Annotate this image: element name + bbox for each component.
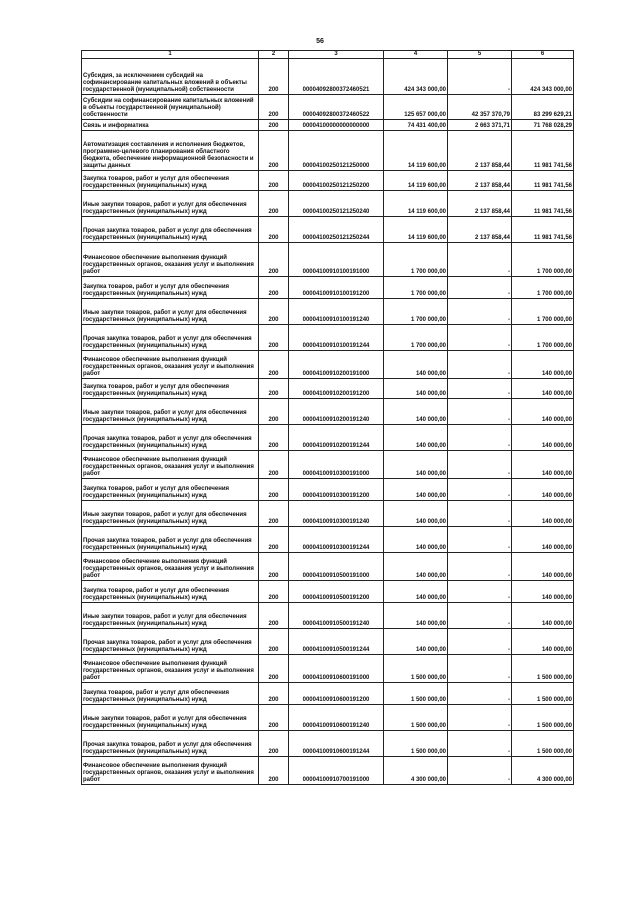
row-code: 200 bbox=[259, 95, 289, 120]
row-approved: 14 119 600,00 bbox=[384, 171, 448, 191]
row-name: Прочая закупка товаров, работ и услуг для обеспечения государственных (муниципальных) нужд bbox=[82, 731, 259, 757]
row-code: 200 bbox=[259, 757, 289, 785]
row-code: 200 bbox=[259, 705, 289, 731]
row-code: 200 bbox=[259, 451, 289, 479]
row-approved: 424 343 000,00 bbox=[384, 59, 448, 95]
row-executed: - bbox=[448, 243, 512, 277]
row-remaining: 140 000,00 bbox=[512, 351, 574, 379]
row-approved: 140 000,00 bbox=[384, 581, 448, 603]
row-name: Закупка товаров, работ и услуг для обеспечения государственных (муниципальных) нужд bbox=[82, 479, 259, 501]
column-header: 4 bbox=[384, 51, 448, 59]
row-kbk: 00004100910600191240 bbox=[289, 705, 384, 731]
row-approved: 14 119 600,00 bbox=[384, 217, 448, 243]
row-kbk: 00004100250121250240 bbox=[289, 191, 384, 217]
row-approved: 140 000,00 bbox=[384, 553, 448, 581]
row-name: Финансовое обеспечение выполнения функций государственных органов, оказания услуг и выполнения работ bbox=[82, 655, 259, 683]
row-name: Иные закупки товаров, работ и услуг для обеспечения государственных (муниципальных) нужд bbox=[82, 705, 259, 731]
column-header: 1 bbox=[82, 51, 259, 59]
row-executed: - bbox=[448, 527, 512, 553]
table-row bbox=[82, 479, 574, 501]
row-kbk: 00004100910500191200 bbox=[289, 581, 384, 603]
table-row bbox=[82, 171, 574, 191]
row-code: 200 bbox=[259, 325, 289, 351]
row-name: Прочая закупка товаров, работ и услуг для обеспечения государственных (муниципальных) нужд bbox=[82, 425, 259, 451]
row-name: Иные закупки товаров, работ и услуг для обеспечения государственных (муниципальных) нужд bbox=[82, 299, 259, 325]
row-executed: - bbox=[448, 325, 512, 351]
row-remaining: 140 000,00 bbox=[512, 479, 574, 501]
row-code: 200 bbox=[259, 731, 289, 757]
row-executed: 2 663 371,71 bbox=[448, 120, 512, 131]
table-row bbox=[82, 95, 574, 120]
row-code: 200 bbox=[259, 379, 289, 399]
row-name: Иные закупки товаров, работ и услуг для обеспечения государственных (муниципальных) нужд bbox=[82, 501, 259, 527]
row-remaining: 1 700 000,00 bbox=[512, 325, 574, 351]
row-name: Закупка товаров, работ и услуг для обеспечения государственных (муниципальных) нужд bbox=[82, 379, 259, 399]
row-kbk: 00004100910100191000 bbox=[289, 243, 384, 277]
table-row bbox=[82, 527, 574, 553]
row-remaining: 1 700 000,00 bbox=[512, 277, 574, 299]
row-executed: - bbox=[448, 629, 512, 655]
row-remaining: 424 343 000,00 bbox=[512, 59, 574, 95]
row-kbk: 00004100910300191200 bbox=[289, 479, 384, 501]
row-kbk: 00004100910600191244 bbox=[289, 731, 384, 757]
row-approved: 140 000,00 bbox=[384, 399, 448, 425]
table-row bbox=[82, 757, 574, 785]
row-code: 200 bbox=[259, 277, 289, 299]
row-executed: - bbox=[448, 603, 512, 629]
row-code: 200 bbox=[259, 655, 289, 683]
row-code: 200 bbox=[259, 299, 289, 325]
table-row bbox=[82, 731, 574, 757]
row-executed: 2 137 858,44 bbox=[448, 217, 512, 243]
row-name: Прочая закупка товаров, работ и услуг для обеспечения государственных (муниципальных) нужд bbox=[82, 217, 259, 243]
row-approved: 140 000,00 bbox=[384, 425, 448, 451]
row-code: 200 bbox=[259, 399, 289, 425]
row-remaining: 11 981 741,56 bbox=[512, 131, 574, 171]
table-row bbox=[82, 501, 574, 527]
row-remaining: 1 500 000,00 bbox=[512, 683, 574, 705]
row-code: 200 bbox=[259, 171, 289, 191]
row-code: 200 bbox=[259, 131, 289, 171]
column-header: 2 bbox=[259, 51, 289, 59]
column-header: 5 bbox=[448, 51, 512, 59]
row-executed: - bbox=[448, 451, 512, 479]
row-code: 200 bbox=[259, 553, 289, 581]
row-remaining: 140 000,00 bbox=[512, 425, 574, 451]
table-header-row bbox=[82, 51, 574, 59]
table-row bbox=[82, 277, 574, 299]
row-approved: 140 000,00 bbox=[384, 451, 448, 479]
row-code: 200 bbox=[259, 120, 289, 131]
row-code: 200 bbox=[259, 501, 289, 527]
row-executed: - bbox=[448, 425, 512, 451]
table-row bbox=[82, 683, 574, 705]
row-kbk: 00004100910100191200 bbox=[289, 277, 384, 299]
table-row bbox=[82, 451, 574, 479]
row-executed: - bbox=[448, 277, 512, 299]
row-executed: 42 357 370,79 bbox=[448, 95, 512, 120]
table-row bbox=[82, 120, 574, 131]
row-approved: 1 700 000,00 bbox=[384, 277, 448, 299]
row-executed: - bbox=[448, 581, 512, 603]
row-approved: 140 000,00 bbox=[384, 379, 448, 399]
row-approved: 1 500 000,00 bbox=[384, 731, 448, 757]
row-executed: - bbox=[448, 731, 512, 757]
row-executed: - bbox=[448, 655, 512, 683]
table-row bbox=[82, 243, 574, 277]
row-executed: - bbox=[448, 501, 512, 527]
row-approved: 140 000,00 bbox=[384, 527, 448, 553]
row-code: 200 bbox=[259, 479, 289, 501]
row-kbk: 00004100250121250244 bbox=[289, 217, 384, 243]
column-header: 3 bbox=[289, 51, 384, 59]
row-name: Иные закупки товаров, работ и услуг для обеспечения государственных (муниципальных) нужд bbox=[82, 603, 259, 629]
row-executed: - bbox=[448, 757, 512, 785]
row-approved: 4 300 000,00 bbox=[384, 757, 448, 785]
row-executed: - bbox=[448, 379, 512, 399]
row-remaining: 1 500 000,00 bbox=[512, 655, 574, 683]
row-approved: 14 119 600,00 bbox=[384, 191, 448, 217]
row-remaining: 11 981 741,56 bbox=[512, 217, 574, 243]
row-kbk: 00004092800372460521 bbox=[289, 59, 384, 95]
row-name: Субсидия, за исключением субсидий на софинансирование капитальных вложений в объекты государственной (муниципальной) собственности bbox=[82, 59, 259, 95]
page-number: 56 bbox=[316, 38, 324, 45]
row-approved: 1 500 000,00 bbox=[384, 655, 448, 683]
table-row bbox=[82, 581, 574, 603]
row-code: 200 bbox=[259, 351, 289, 379]
row-executed: - bbox=[448, 299, 512, 325]
row-remaining: 140 000,00 bbox=[512, 501, 574, 527]
table-row bbox=[82, 705, 574, 731]
row-kbk: 00004100910100191240 bbox=[289, 299, 384, 325]
row-remaining: 71 768 028,29 bbox=[512, 120, 574, 131]
row-code: 200 bbox=[259, 527, 289, 553]
table-row bbox=[82, 325, 574, 351]
row-kbk: 00004100910500191240 bbox=[289, 603, 384, 629]
row-name: Закупка товаров, работ и услуг для обеспечения государственных (муниципальных) нужд bbox=[82, 683, 259, 705]
row-code: 200 bbox=[259, 217, 289, 243]
row-approved: 140 000,00 bbox=[384, 501, 448, 527]
row-executed: - bbox=[448, 683, 512, 705]
row-code: 200 bbox=[259, 581, 289, 603]
row-name: Финансовое обеспечение выполнения функций государственных органов, оказания услуг и выполнения работ bbox=[82, 243, 259, 277]
row-name: Финансовое обеспечение выполнения функций государственных органов, оказания услуг и выполнения работ bbox=[82, 757, 259, 785]
row-remaining: 140 000,00 bbox=[512, 629, 574, 655]
row-kbk: 00004100910600191000 bbox=[289, 655, 384, 683]
row-name: Иные закупки товаров, работ и услуг для обеспечения государственных (муниципальных) нужд bbox=[82, 191, 259, 217]
row-remaining: 140 000,00 bbox=[512, 581, 574, 603]
row-kbk: 00004100910200191244 bbox=[289, 425, 384, 451]
row-remaining: 4 300 000,00 bbox=[512, 757, 574, 785]
table-row bbox=[82, 655, 574, 683]
table-row bbox=[82, 425, 574, 451]
row-kbk: 00004100910200191000 bbox=[289, 351, 384, 379]
row-name: Закупка товаров, работ и услуг для обеспечения государственных (муниципальных) нужд bbox=[82, 581, 259, 603]
table-row bbox=[82, 553, 574, 581]
row-executed: 2 137 858,44 bbox=[448, 171, 512, 191]
row-name: Закупка товаров, работ и услуг для обеспечения государственных (муниципальных) нужд bbox=[82, 171, 259, 191]
row-kbk: 00004100910100191244 bbox=[289, 325, 384, 351]
row-kbk: 00004100910200191240 bbox=[289, 399, 384, 425]
row-remaining: 11 981 741,56 bbox=[512, 191, 574, 217]
row-remaining: 1 500 000,00 bbox=[512, 705, 574, 731]
row-code: 200 bbox=[259, 59, 289, 95]
row-name: Связь и информатика bbox=[82, 120, 259, 131]
row-kbk: 00004100250121250000 bbox=[289, 131, 384, 171]
row-approved: 1 500 000,00 bbox=[384, 705, 448, 731]
row-code: 200 bbox=[259, 191, 289, 217]
table-row bbox=[82, 191, 574, 217]
row-kbk: 00004100250121250200 bbox=[289, 171, 384, 191]
row-remaining: 140 000,00 bbox=[512, 527, 574, 553]
row-approved: 140 000,00 bbox=[384, 603, 448, 629]
row-name: Прочая закупка товаров, работ и услуг для обеспечения государственных (муниципальных) нужд bbox=[82, 527, 259, 553]
row-approved: 1 500 000,00 bbox=[384, 683, 448, 705]
row-name: Финансовое обеспечение выполнения функций государственных органов, оказания услуг и выполнения работ bbox=[82, 451, 259, 479]
table-row bbox=[82, 629, 574, 655]
row-kbk: 00004100910300191240 bbox=[289, 501, 384, 527]
row-executed: - bbox=[448, 351, 512, 379]
row-name: Субсидии на софинансирование капитальных вложений в объекты государственной (муниципальной) собственности bbox=[82, 95, 259, 120]
row-name: Финансовое обеспечение выполнения функций государственных органов, оказания услуг и выполнения работ bbox=[82, 351, 259, 379]
row-kbk: 00004100910300191000 bbox=[289, 451, 384, 479]
row-remaining: 1 500 000,00 bbox=[512, 731, 574, 757]
row-remaining: 140 000,00 bbox=[512, 451, 574, 479]
row-kbk: 00004100910500191244 bbox=[289, 629, 384, 655]
row-remaining: 1 700 000,00 bbox=[512, 299, 574, 325]
row-code: 200 bbox=[259, 603, 289, 629]
row-remaining: 140 000,00 bbox=[512, 379, 574, 399]
table-row bbox=[82, 351, 574, 379]
row-approved: 140 000,00 bbox=[384, 629, 448, 655]
row-kbk: 00004100910600191200 bbox=[289, 683, 384, 705]
row-approved: 14 119 600,00 bbox=[384, 131, 448, 171]
row-kbk: 00004100000000000000 bbox=[289, 120, 384, 131]
row-code: 200 bbox=[259, 425, 289, 451]
row-name: Финансовое обеспечение выполнения функций государственных органов, оказания услуг и выполнения работ bbox=[82, 553, 259, 581]
row-name: Автоматизация составления и исполнения бюджетов, программно-целевого планирования областного бюджета, обеспечение информационной безопасности и защиты данных bbox=[82, 131, 259, 171]
row-remaining: 140 000,00 bbox=[512, 553, 574, 581]
table-row bbox=[82, 131, 574, 171]
row-approved: 1 700 000,00 bbox=[384, 243, 448, 277]
table-row bbox=[82, 217, 574, 243]
row-approved: 1 700 000,00 bbox=[384, 325, 448, 351]
row-name: Закупка товаров, работ и услуг для обеспечения государственных (муниципальных) нужд bbox=[82, 277, 259, 299]
row-remaining: 1 700 000,00 bbox=[512, 243, 574, 277]
row-name: Прочая закупка товаров, работ и услуг для обеспечения государственных (муниципальных) нужд bbox=[82, 629, 259, 655]
row-approved: 125 657 000,00 bbox=[384, 95, 448, 120]
row-approved: 74 431 400,00 bbox=[384, 120, 448, 131]
row-executed: - bbox=[448, 553, 512, 581]
row-executed: - bbox=[448, 705, 512, 731]
row-kbk: 00004100910200191200 bbox=[289, 379, 384, 399]
table-row bbox=[82, 399, 574, 425]
row-code: 200 bbox=[259, 683, 289, 705]
row-remaining: 83 299 629,21 bbox=[512, 95, 574, 120]
row-executed: - bbox=[448, 59, 512, 95]
table-row bbox=[82, 603, 574, 629]
row-kbk: 00004092800372460522 bbox=[289, 95, 384, 120]
row-name: Иные закупки товаров, работ и услуг для обеспечения государственных (муниципальных) нужд bbox=[82, 399, 259, 425]
row-name: Прочая закупка товаров, работ и услуг для обеспечения государственных (муниципальных) нужд bbox=[82, 325, 259, 351]
budget-table bbox=[81, 50, 574, 785]
row-kbk: 00004100910300191244 bbox=[289, 527, 384, 553]
row-approved: 140 000,00 bbox=[384, 479, 448, 501]
row-executed: - bbox=[448, 399, 512, 425]
row-remaining: 11 981 741,56 bbox=[512, 171, 574, 191]
row-executed: 2 137 858,44 bbox=[448, 131, 512, 171]
table-row bbox=[82, 379, 574, 399]
row-remaining: 140 000,00 bbox=[512, 603, 574, 629]
row-approved: 140 000,00 bbox=[384, 351, 448, 379]
table-row bbox=[82, 299, 574, 325]
column-header: 6 bbox=[512, 51, 574, 59]
row-remaining: 140 000,00 bbox=[512, 399, 574, 425]
row-approved: 1 700 000,00 bbox=[384, 299, 448, 325]
row-code: 200 bbox=[259, 243, 289, 277]
row-kbk: 00004100910500191000 bbox=[289, 553, 384, 581]
row-executed: - bbox=[448, 479, 512, 501]
row-code: 200 bbox=[259, 629, 289, 655]
table-row bbox=[82, 59, 574, 95]
row-executed: 2 137 858,44 bbox=[448, 191, 512, 217]
row-kbk: 00004100910700191000 bbox=[289, 757, 384, 785]
